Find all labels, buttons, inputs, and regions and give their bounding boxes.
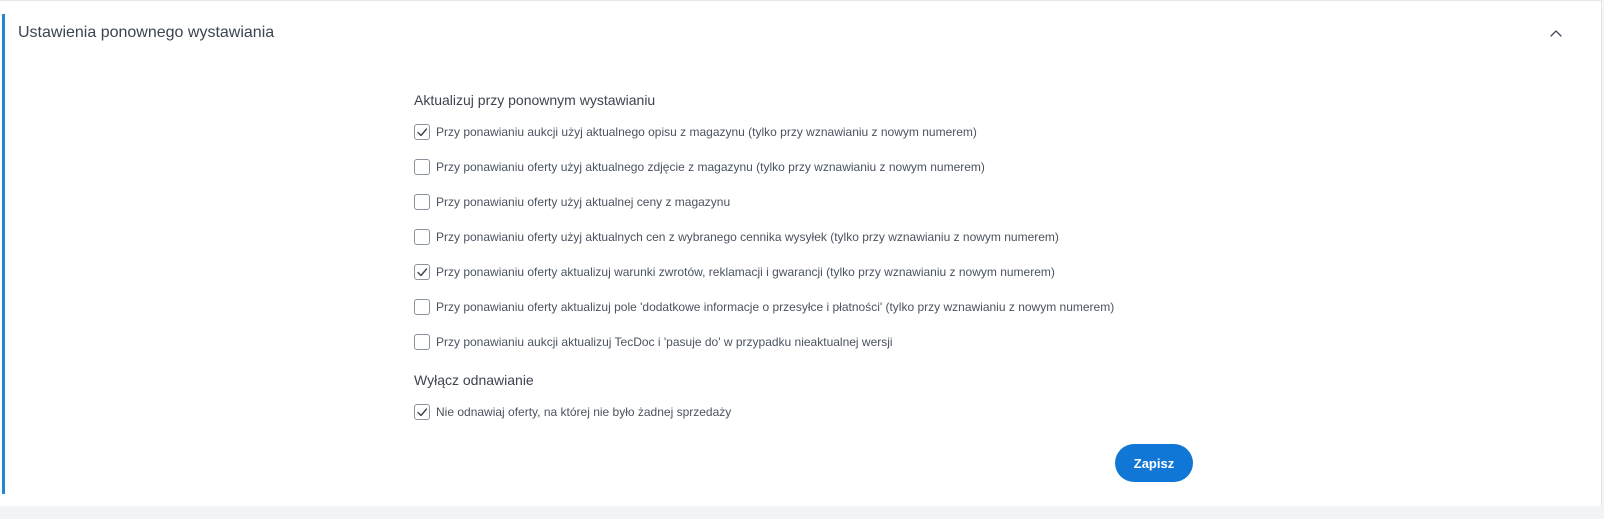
panel-title: Ustawienia ponownego wystawiania bbox=[18, 24, 275, 41]
checkbox-checked[interactable] bbox=[414, 124, 430, 140]
checkbox-label: Przy ponawianiu oferty użyj aktualnej ceny z magazynu bbox=[436, 195, 731, 209]
checkbox-unchecked[interactable] bbox=[414, 159, 430, 175]
save-button[interactable]: Zapisz bbox=[1115, 444, 1193, 482]
checkbox-label: Przy ponawianiu aukcji użyj aktualnego opisu z magazynu (tylko przy wznawianiu z nowym numerem) bbox=[436, 125, 977, 139]
checkbox-label: Nie odnawiaj oferty, na której nie było żadnej sprzedaży bbox=[436, 405, 732, 419]
checkbox-label: Przy ponawianiu oferty użyj aktualnych cen z wybranego cennika wysyłek (tylko przy wznawianiu z nowym numerem) bbox=[436, 230, 1059, 244]
checkbox-label: Przy ponawianiu aukcji aktualizuj TecDoc i 'pasuje do' w przypadku nieaktualnej wersji bbox=[436, 335, 893, 349]
checkbox-unchecked[interactable] bbox=[414, 299, 430, 315]
checkbox-option[interactable] bbox=[414, 297, 1114, 317]
checkbox-option[interactable] bbox=[414, 227, 1059, 247]
checkmark-icon bbox=[416, 126, 428, 138]
checkbox-option[interactable] bbox=[414, 122, 977, 142]
checkbox-unchecked[interactable] bbox=[414, 229, 430, 245]
checkbox-option[interactable] bbox=[414, 332, 893, 352]
checkmark-icon bbox=[416, 406, 428, 418]
chevron-up-icon bbox=[1546, 23, 1566, 43]
checkbox-checked[interactable] bbox=[414, 264, 430, 280]
checkbox-option[interactable] bbox=[414, 402, 731, 422]
checkbox-label: Przy ponawianiu oferty aktualizuj warunki zwrotów, reklamacji i gwarancji (tylko przy wznawianiu z nowym numerem) bbox=[436, 265, 1055, 279]
section-heading-disable-renewal: Wyłącz odnawianie bbox=[414, 372, 534, 388]
checkbox-label: Przy ponawianiu oferty aktualizuj pole 'dodatkowe informacje o przesyłce i płatności' (tylko przy wznawianiu z nowym numerem) bbox=[436, 300, 1115, 314]
checkbox-unchecked[interactable] bbox=[414, 334, 430, 350]
checkbox-unchecked[interactable] bbox=[414, 194, 430, 210]
section-heading-relist-update: Aktualizuj przy ponownym wystawianiu bbox=[414, 92, 656, 108]
checkmark-icon bbox=[416, 266, 428, 278]
panel-accent-bar bbox=[2, 14, 5, 494]
checkbox-label: Przy ponawianiu oferty użyj aktualnego zdjęcie z magazynu (tylko przy wznawianiu z nowym numerem) bbox=[436, 160, 985, 174]
checkbox-option[interactable] bbox=[414, 192, 730, 212]
collapse-toggle[interactable] bbox=[1546, 23, 1566, 43]
checkbox-option[interactable] bbox=[414, 262, 1055, 282]
checkbox-checked[interactable] bbox=[414, 404, 430, 420]
checkbox-option[interactable] bbox=[414, 157, 985, 177]
